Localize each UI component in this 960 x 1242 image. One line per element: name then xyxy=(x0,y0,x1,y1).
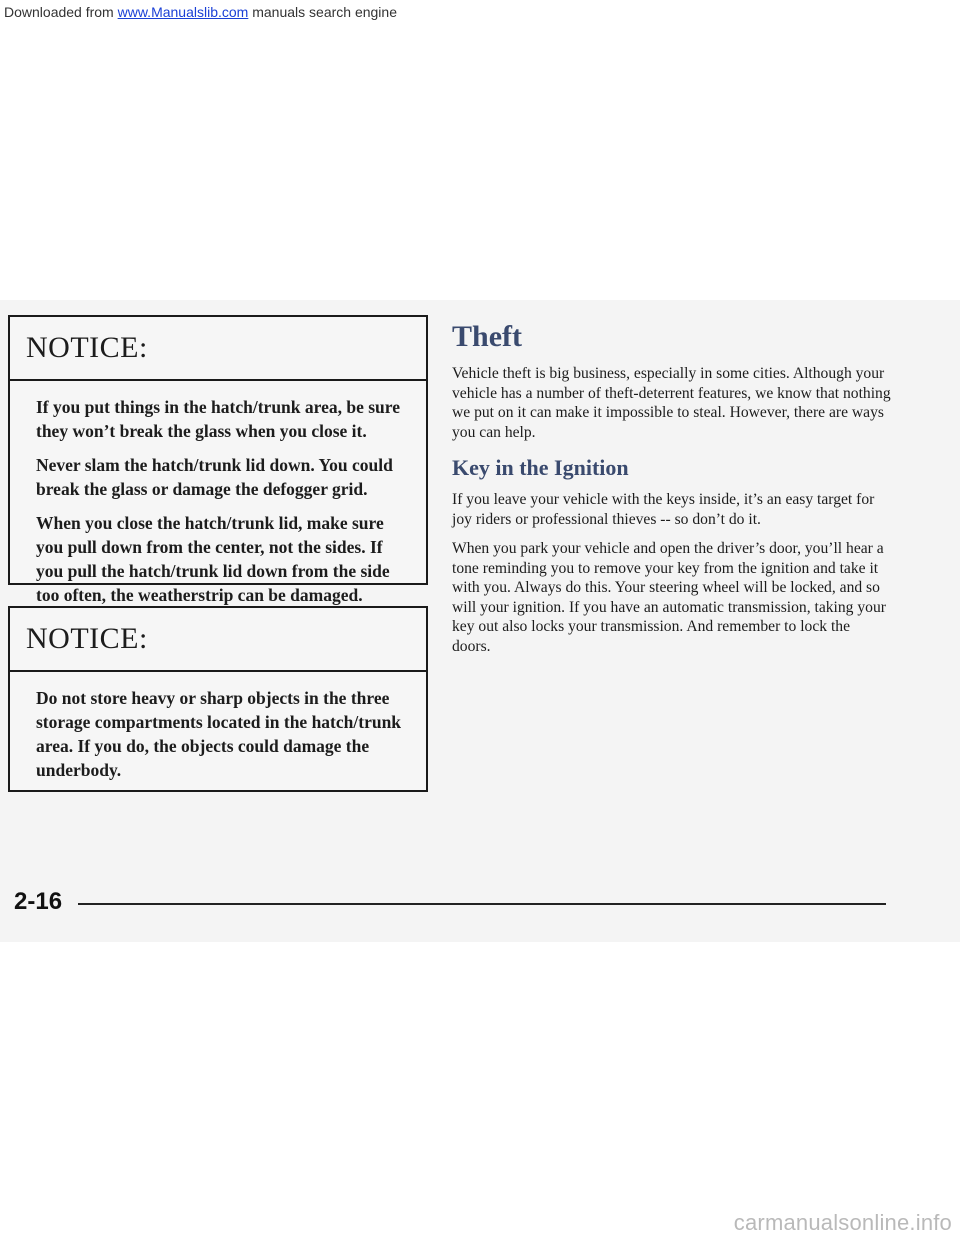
footer-rule xyxy=(78,903,886,905)
notice-box-hatch xyxy=(8,315,428,605)
notice-paragraph: When you close the hatch/trunk lid, make sure you pull down from the center, not the sides. If you pull the hatch/trunk lid down from the side too often, the weatherstrip can be damaged. xyxy=(36,513,390,605)
notice-header xyxy=(10,608,426,672)
notice-paragraph: Never slam the hatch/trunk lid down. You could break the glass or damage the defogger grid. xyxy=(36,455,393,499)
theft-intro: Vehicle theft is big business, especially in some cities. Although your vehicle has a number of theft-deterrent features, we know that nothing we put on it can make it impossible to steal. However, there are ways you can help. xyxy=(452,365,891,441)
notice-body xyxy=(10,381,426,629)
notice-paragraph: Do not store heavy or sharp objects in the three storage compartments located in the hatch/trunk area. If you do, the objects could damage the underbody. xyxy=(36,688,402,780)
key-paragraph-1: If you leave your vehicle with the keys inside, it’s an easy target for joy riders or professional thieves -- so don’t do it. xyxy=(452,491,875,528)
banner-prefix: Downloaded from xyxy=(4,4,118,20)
notice-body xyxy=(10,672,426,804)
notice-header xyxy=(10,317,426,381)
theft-section xyxy=(452,318,892,666)
notice-box-storage xyxy=(8,606,428,792)
notice-title: NOTICE: xyxy=(26,331,148,364)
download-banner xyxy=(4,4,397,20)
section-title-theft: Theft xyxy=(452,320,522,353)
notice-title: NOTICE: xyxy=(26,622,148,655)
page-number: 2-16 xyxy=(14,888,63,915)
banner-suffix: manuals search engine xyxy=(248,4,397,20)
notice-paragraph: If you put things in the hatch/trunk area, be sure they won’t break the glass when you close it. xyxy=(36,397,400,441)
manualslib-link[interactable]: www.Manualslib.com xyxy=(117,4,249,20)
subsection-title-key: Key in the Ignition xyxy=(452,455,629,480)
site-watermark: carmanualsonline.info xyxy=(733,1210,952,1235)
key-paragraph-2: When you park your vehicle and open the driver’s door, you’ll hear a tone reminding you to remove your key from the ignition and take it with you. Always do this. Your steering wheel will be locked, and so will your ignition. If you have an automatic transmission, taking your key out also locks your transmission. And remember to lock the doors. xyxy=(452,540,886,655)
